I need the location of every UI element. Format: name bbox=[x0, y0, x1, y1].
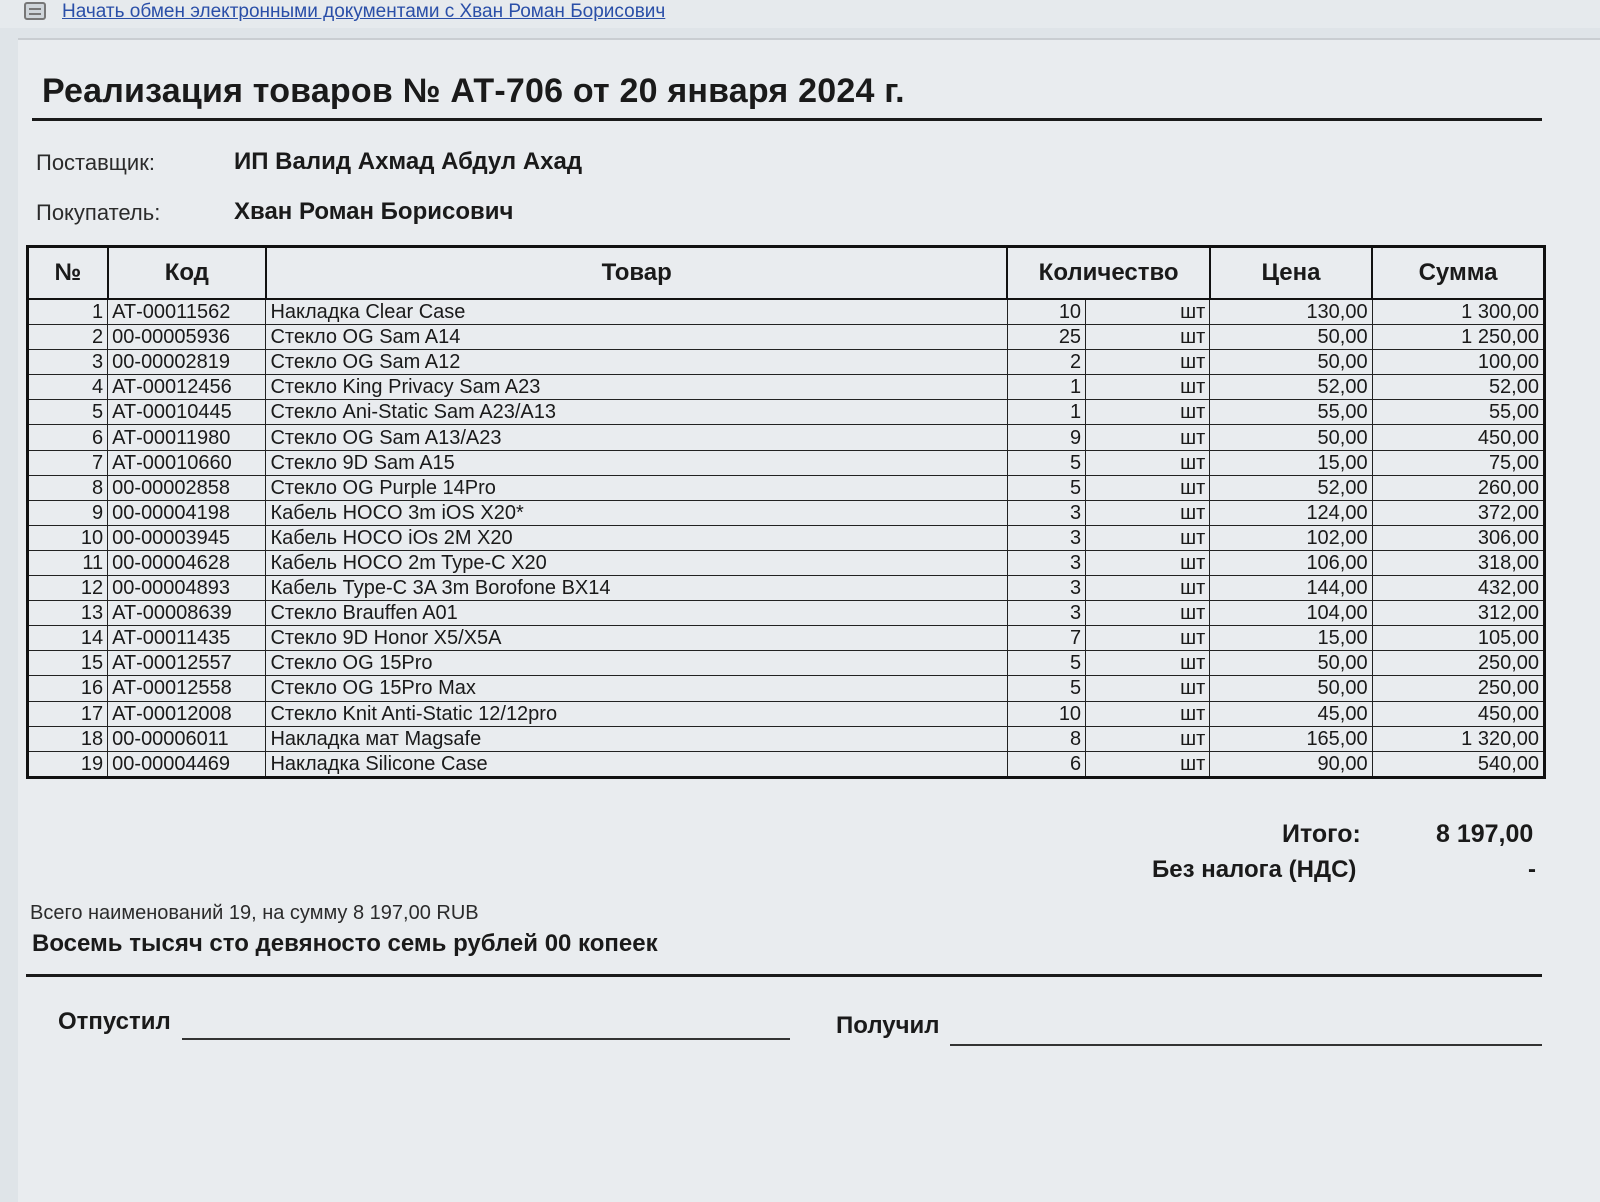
row-item-name: Кабель HOCO 2m Type-C X20 bbox=[266, 550, 1007, 575]
row-unit: шт bbox=[1086, 751, 1210, 777]
row-number: 9 bbox=[28, 500, 108, 525]
table-row bbox=[28, 676, 1545, 701]
row-item-name: Кабель HOCO iOs 2M X20 bbox=[266, 525, 1007, 550]
row-sum: 306,00 bbox=[1372, 525, 1544, 550]
row-unit: шт bbox=[1086, 299, 1210, 325]
row-quantity: 2 bbox=[1007, 350, 1085, 375]
row-unit: шт bbox=[1086, 676, 1210, 701]
table-row bbox=[28, 325, 1545, 350]
row-price: 52,00 bbox=[1210, 375, 1372, 400]
row-price: 130,00 bbox=[1210, 299, 1372, 325]
row-sum: 1 250,00 bbox=[1372, 325, 1544, 350]
table-row bbox=[28, 626, 1545, 651]
row-quantity: 10 bbox=[1007, 701, 1085, 726]
row-item-name: Накладка Silicone Case bbox=[266, 751, 1007, 777]
header-price: Цена bbox=[1210, 247, 1372, 300]
row-price: 15,00 bbox=[1210, 450, 1372, 475]
row-price: 50,00 bbox=[1210, 425, 1372, 450]
total-label: Итого: bbox=[1282, 820, 1361, 848]
row-item-name: Стекло Brauffen A01 bbox=[266, 601, 1007, 626]
row-code: АТ-00011980 bbox=[108, 425, 266, 450]
row-code: 00-00004198 bbox=[108, 500, 266, 525]
document-title: Реализация товаров № АТ-706 от 20 января 2024 г. bbox=[42, 72, 905, 110]
header-qty: Количество bbox=[1007, 247, 1209, 300]
row-item-name: Кабель Type-C 3A 3m Borofone BX14 bbox=[266, 576, 1007, 601]
table-row bbox=[28, 576, 1545, 601]
row-price: 102,00 bbox=[1210, 525, 1372, 550]
vat-label: Без налога (НДС) bbox=[1152, 856, 1357, 883]
table-row bbox=[28, 701, 1545, 726]
row-number: 8 bbox=[28, 475, 108, 500]
row-number: 10 bbox=[28, 525, 108, 550]
row-quantity: 5 bbox=[1007, 676, 1085, 701]
row-price: 165,00 bbox=[1210, 726, 1372, 751]
row-sum: 450,00 bbox=[1372, 425, 1544, 450]
row-sum: 260,00 bbox=[1372, 475, 1544, 500]
row-number: 5 bbox=[28, 400, 108, 425]
row-number: 14 bbox=[28, 626, 108, 651]
row-quantity: 6 bbox=[1007, 751, 1085, 777]
row-item-name: Стекло OG Sam A12 bbox=[266, 350, 1007, 375]
row-quantity: 5 bbox=[1007, 475, 1085, 500]
header-num: № bbox=[28, 247, 108, 300]
row-price: 50,00 bbox=[1210, 325, 1372, 350]
row-item-name: Накладка Clear Case bbox=[266, 299, 1007, 325]
row-sum: 318,00 bbox=[1372, 550, 1544, 575]
row-price: 104,00 bbox=[1210, 601, 1372, 626]
row-sum: 372,00 bbox=[1372, 500, 1544, 525]
received-signature-line bbox=[950, 1044, 1542, 1046]
table-row bbox=[28, 525, 1545, 550]
row-code: 00-00003945 bbox=[108, 525, 266, 550]
row-code: АТ-00010445 bbox=[108, 400, 266, 425]
row-sum: 540,00 bbox=[1372, 751, 1544, 777]
row-number: 17 bbox=[28, 701, 108, 726]
row-quantity: 1 bbox=[1007, 375, 1085, 400]
table-row bbox=[28, 601, 1545, 626]
row-sum: 432,00 bbox=[1372, 576, 1544, 601]
row-unit: шт bbox=[1086, 525, 1210, 550]
table-row bbox=[28, 350, 1545, 375]
document-exchange-icon[interactable] bbox=[24, 2, 46, 20]
row-unit: шт bbox=[1086, 400, 1210, 425]
row-price: 106,00 bbox=[1210, 550, 1372, 575]
row-code: 00-00006011 bbox=[108, 726, 266, 751]
row-code: 00-00004628 bbox=[108, 550, 266, 575]
row-sum: 100,00 bbox=[1372, 350, 1544, 375]
row-number: 4 bbox=[28, 375, 108, 400]
supplier-value: ИП Валид Ахмад Абдул Ахад bbox=[234, 148, 583, 175]
row-code: 00-00005936 bbox=[108, 325, 266, 350]
buyer-value: Хван Роман Борисович bbox=[234, 198, 514, 225]
table-row bbox=[28, 651, 1545, 676]
row-item-name: Стекло 9D Sam A15 bbox=[266, 450, 1007, 475]
row-quantity: 10 bbox=[1007, 299, 1085, 325]
row-item-name: Стекло OG 15Pro Max bbox=[266, 676, 1007, 701]
row-code: АТ-00008639 bbox=[108, 601, 266, 626]
row-sum: 52,00 bbox=[1372, 375, 1544, 400]
row-item-name: Стекло OG Sam A14 bbox=[266, 325, 1007, 350]
row-unit: шт bbox=[1086, 626, 1210, 651]
row-unit: шт bbox=[1086, 651, 1210, 676]
row-unit: шт bbox=[1086, 550, 1210, 575]
row-number: 18 bbox=[28, 726, 108, 751]
row-code: АТ-00010660 bbox=[108, 450, 266, 475]
row-quantity: 3 bbox=[1007, 601, 1085, 626]
row-number: 12 bbox=[28, 576, 108, 601]
row-unit: шт bbox=[1086, 475, 1210, 500]
header-item: Товар bbox=[266, 247, 1007, 300]
row-unit: шт bbox=[1086, 576, 1210, 601]
row-sum: 250,00 bbox=[1372, 676, 1544, 701]
table-row bbox=[28, 425, 1545, 450]
released-signature-line bbox=[182, 1038, 790, 1040]
header-code: Код bbox=[108, 247, 266, 300]
row-number: 16 bbox=[28, 676, 108, 701]
table-row bbox=[28, 299, 1545, 325]
row-sum: 105,00 bbox=[1372, 626, 1544, 651]
row-price: 52,00 bbox=[1210, 475, 1372, 500]
row-sum: 312,00 bbox=[1372, 601, 1544, 626]
row-unit: шт bbox=[1086, 726, 1210, 751]
buyer-label: Покупатель: bbox=[36, 200, 161, 225]
items-count-summary: Всего наименований 19, на сумму 8 197,00 RUB bbox=[30, 902, 479, 924]
row-item-name: Стекло Knit Anti-Static 12/12pro bbox=[266, 701, 1007, 726]
row-number: 19 bbox=[28, 751, 108, 777]
table-row bbox=[28, 375, 1545, 400]
row-item-name: Стекло Ani-Static Sam A23/A13 bbox=[266, 400, 1007, 425]
received-label: Получил bbox=[836, 1012, 940, 1039]
row-item-name: Стекло OG Purple 14Pro bbox=[266, 475, 1007, 500]
row-quantity: 9 bbox=[1007, 425, 1085, 450]
table-row bbox=[28, 550, 1545, 575]
row-item-name: Стекло King Privacy Sam A23 bbox=[266, 375, 1007, 400]
row-price: 50,00 bbox=[1210, 350, 1372, 375]
row-price: 15,00 bbox=[1210, 626, 1372, 651]
row-code: 00-00002819 bbox=[108, 350, 266, 375]
row-quantity: 3 bbox=[1007, 525, 1085, 550]
row-item-name: Накладка мат Magsafe bbox=[266, 726, 1007, 751]
row-number: 1 bbox=[28, 299, 108, 325]
topbar bbox=[0, 0, 1600, 28]
row-price: 50,00 bbox=[1210, 651, 1372, 676]
table-row bbox=[28, 726, 1545, 751]
supplier-label: Поставщик: bbox=[36, 150, 155, 175]
row-quantity: 5 bbox=[1007, 450, 1085, 475]
row-price: 124,00 bbox=[1210, 500, 1372, 525]
row-number: 11 bbox=[28, 550, 108, 575]
summary-divider bbox=[26, 974, 1542, 977]
vat-value: - bbox=[1528, 856, 1536, 883]
row-code: АТ-00012557 bbox=[108, 651, 266, 676]
row-unit: шт bbox=[1086, 500, 1210, 525]
row-quantity: 1 bbox=[1007, 400, 1085, 425]
row-item-name: Стекло OG 15Pro bbox=[266, 651, 1007, 676]
total-value: 8 197,00 bbox=[1436, 820, 1534, 848]
row-code: АТ-00012558 bbox=[108, 676, 266, 701]
table-row bbox=[28, 751, 1545, 777]
row-quantity: 7 bbox=[1007, 626, 1085, 651]
row-quantity: 8 bbox=[1007, 726, 1085, 751]
row-quantity: 25 bbox=[1007, 325, 1085, 350]
row-sum: 450,00 bbox=[1372, 701, 1544, 726]
table-row bbox=[28, 500, 1545, 525]
row-code: 00-00002858 bbox=[108, 475, 266, 500]
row-price: 90,00 bbox=[1210, 751, 1372, 777]
row-quantity: 3 bbox=[1007, 500, 1085, 525]
row-sum: 75,00 bbox=[1372, 450, 1544, 475]
row-item-name: Кабель HOCO 3m iOS X20* bbox=[266, 500, 1007, 525]
row-code: АТ-00012008 bbox=[108, 701, 266, 726]
row-code: АТ-00012456 bbox=[108, 375, 266, 400]
row-code: АТ-00011435 bbox=[108, 626, 266, 651]
row-quantity: 3 bbox=[1007, 576, 1085, 601]
row-sum: 1 300,00 bbox=[1372, 299, 1544, 325]
row-unit: шт bbox=[1086, 325, 1210, 350]
row-unit: шт bbox=[1086, 425, 1210, 450]
row-code: 00-00004893 bbox=[108, 576, 266, 601]
row-price: 144,00 bbox=[1210, 576, 1372, 601]
row-number: 2 bbox=[28, 325, 108, 350]
header-sum: Сумма bbox=[1372, 247, 1544, 300]
row-unit: шт bbox=[1086, 450, 1210, 475]
row-number: 6 bbox=[28, 425, 108, 450]
row-number: 3 bbox=[28, 350, 108, 375]
row-sum: 55,00 bbox=[1372, 400, 1544, 425]
row-item-name: Стекло 9D Honor X5/X5A bbox=[266, 626, 1007, 651]
row-quantity: 3 bbox=[1007, 550, 1085, 575]
row-unit: шт bbox=[1086, 350, 1210, 375]
table-row bbox=[28, 400, 1545, 425]
row-number: 7 bbox=[28, 450, 108, 475]
row-code: 00-00004469 bbox=[108, 751, 266, 777]
released-label: Отпустил bbox=[58, 1008, 171, 1035]
row-number: 13 bbox=[28, 601, 108, 626]
row-code: АТ-00011562 bbox=[108, 299, 266, 325]
row-item-name: Стекло OG Sam A13/A23 bbox=[266, 425, 1007, 450]
row-price: 55,00 bbox=[1210, 400, 1372, 425]
row-number: 15 bbox=[28, 651, 108, 676]
row-unit: шт bbox=[1086, 601, 1210, 626]
start-edo-exchange-link[interactable]: Начать обмен электронными документами с Хван Роман Борисович bbox=[62, 1, 666, 22]
row-unit: шт bbox=[1086, 375, 1210, 400]
row-unit: шт bbox=[1086, 701, 1210, 726]
items-table bbox=[26, 245, 1546, 779]
title-divider bbox=[32, 118, 1542, 121]
table-row bbox=[28, 475, 1545, 500]
table-row bbox=[28, 450, 1545, 475]
row-sum: 250,00 bbox=[1372, 651, 1544, 676]
row-price: 45,00 bbox=[1210, 701, 1372, 726]
table-header-row bbox=[28, 247, 1545, 300]
row-sum: 1 320,00 bbox=[1372, 726, 1544, 751]
amount-in-words: Восемь тысяч сто девяносто семь рублей 00 копеек bbox=[32, 930, 658, 957]
row-quantity: 5 bbox=[1007, 651, 1085, 676]
row-price: 50,00 bbox=[1210, 676, 1372, 701]
